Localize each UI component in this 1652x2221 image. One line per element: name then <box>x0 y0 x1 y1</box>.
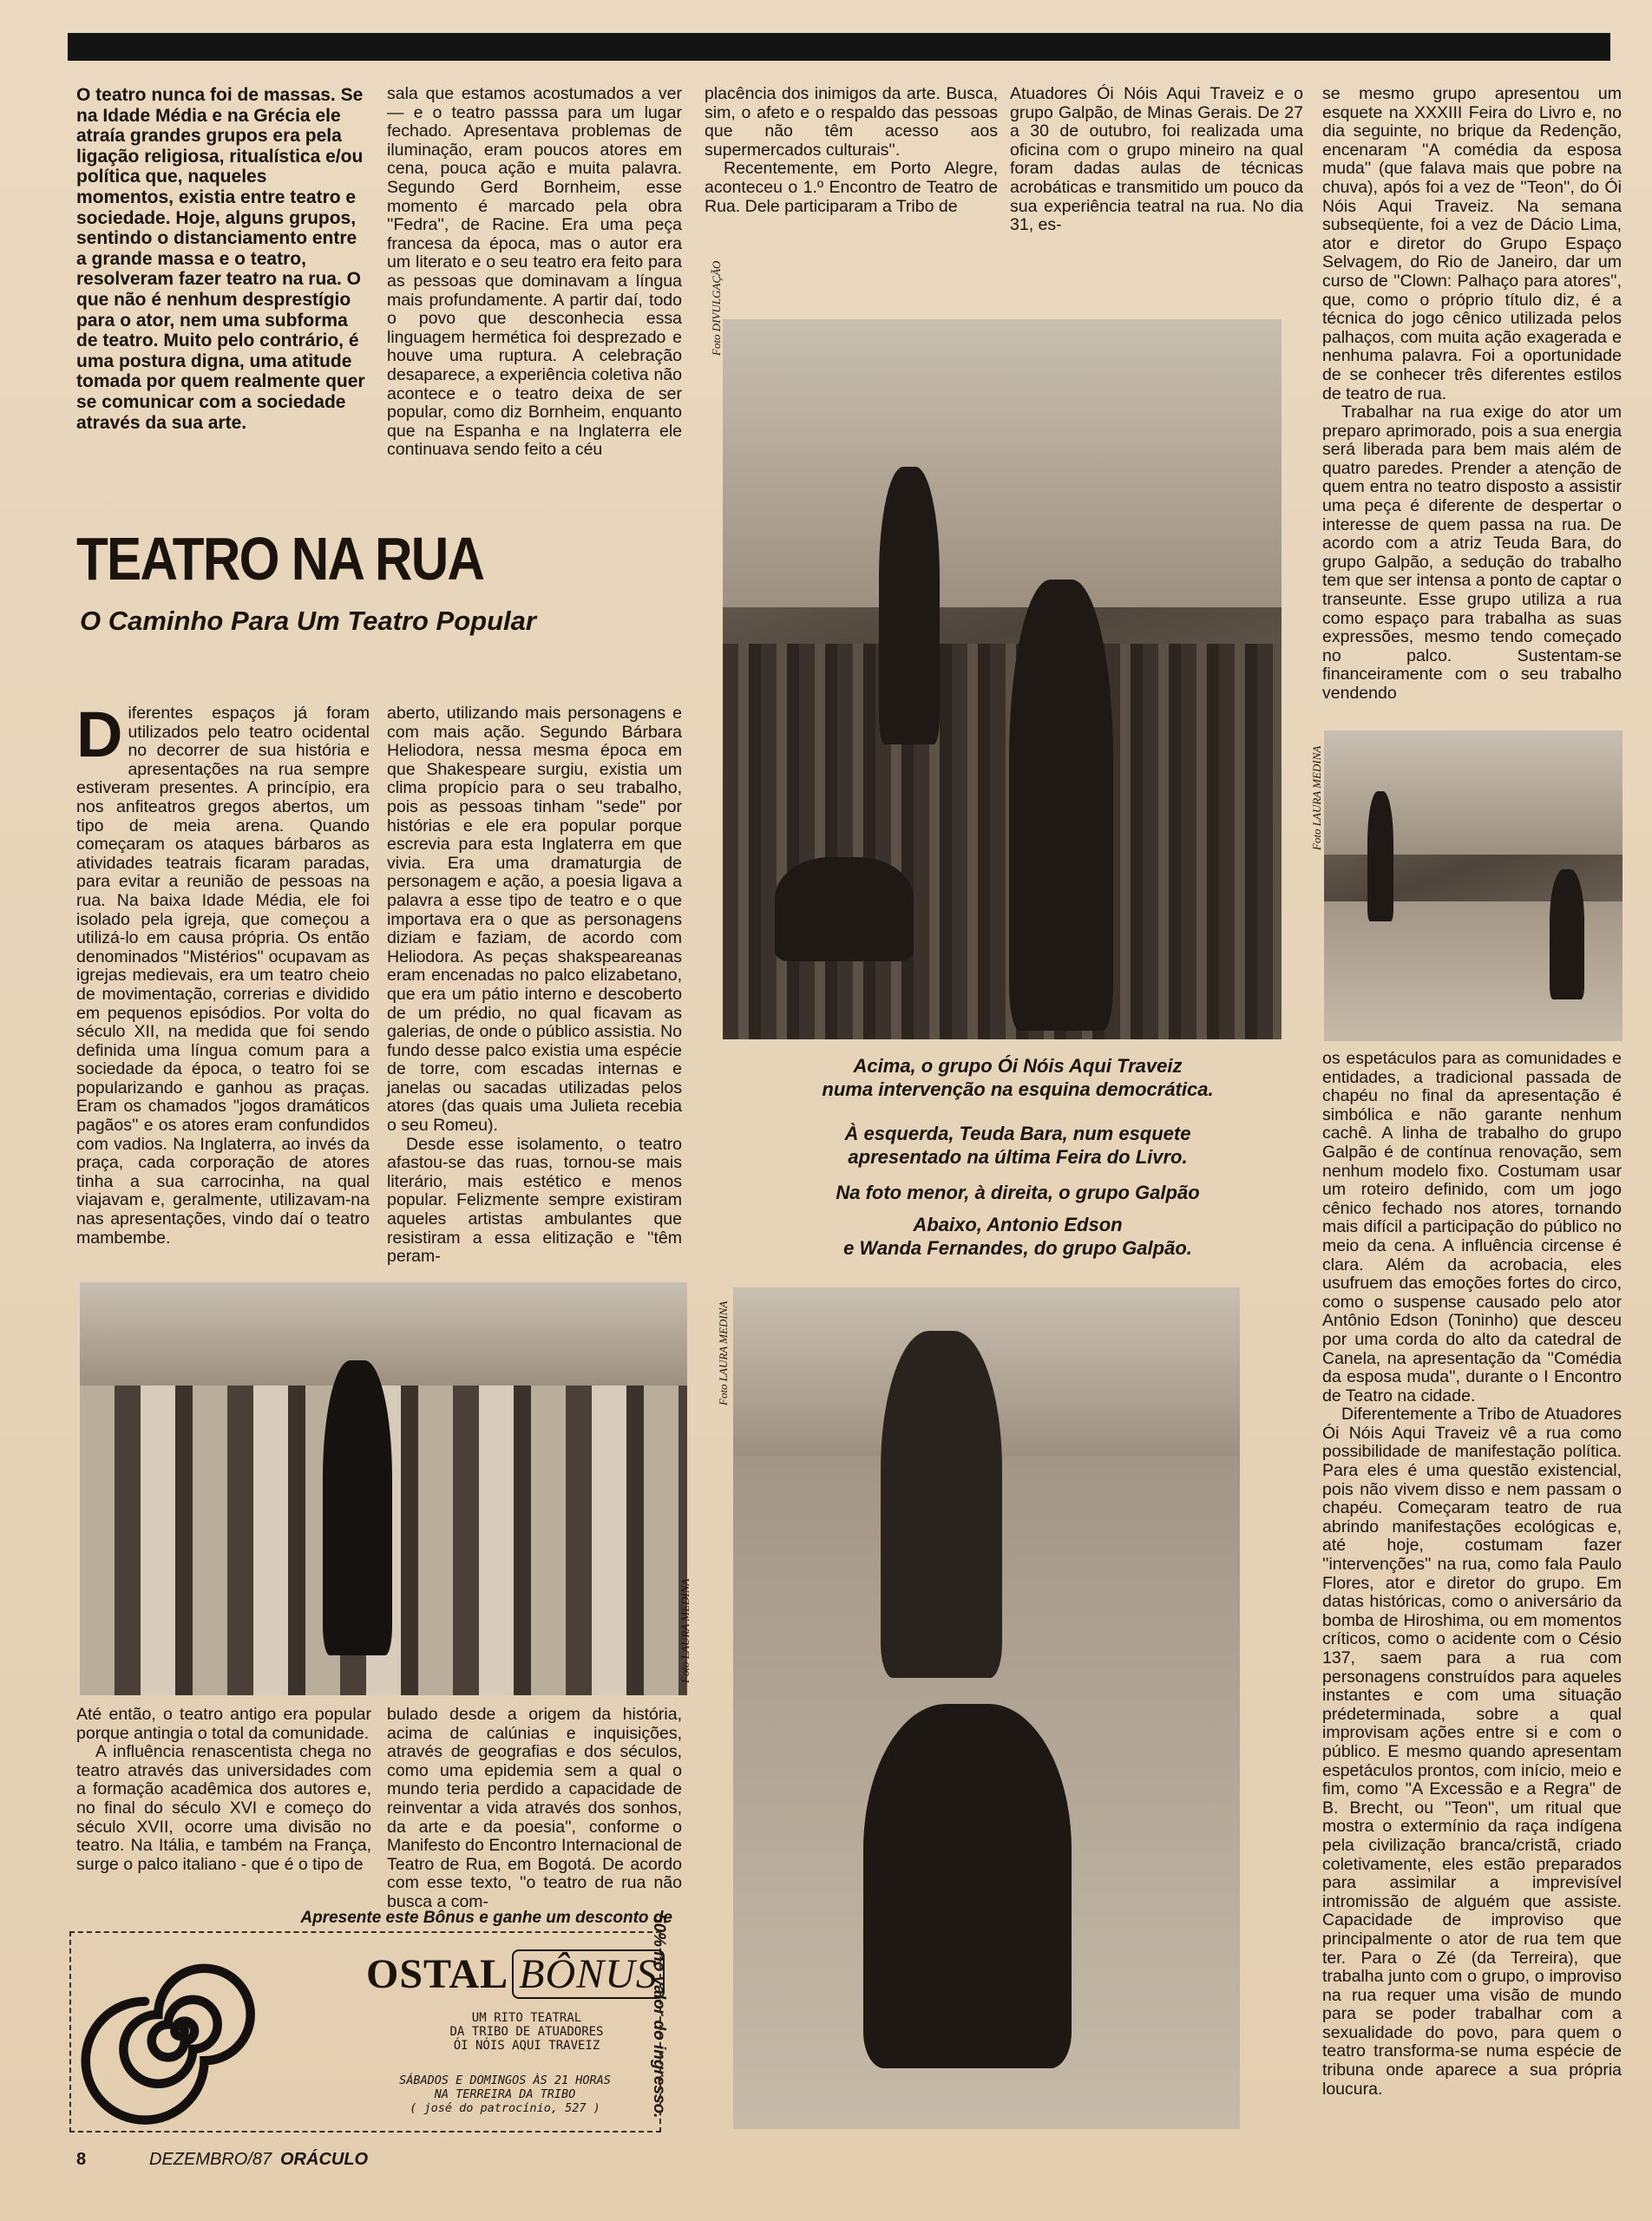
paragraph: Trabalhar na rua exige do ator um preparo aprimorado, pois a sua energia será liberada para bem mais além de quatro paredes. Prender a atenção de quem entra no teatro disposto a assistir uma peça é diferente de despertar o interesse de quem passa na rua. De acordo com a atriz Teuda Bara, do grupo Galpão, a sedução do trabalho tem que ser intensa a ponto de captar o transeunte. Esse grupo utiliza a rua como espaço para trabalha as suas expressões, mesmo tendo começado no palco. Sustentam-se financeiramente com o seu trabalho vendendo <box>1322 403 1622 703</box>
photo-credit: Foto LAURA MEDINA <box>678 1578 692 1683</box>
photo-antonio-edson-wanda-fernandes <box>733 1287 1240 2129</box>
photo-grupo-galpao-small <box>1324 731 1622 1041</box>
column-bottom-2 <box>387 1705 682 1911</box>
column-1 <box>76 698 370 1260</box>
paragraph: Desde esse isolamento, o teatro afastou-se das ruas, tornou-se mais literário, mais estético e menos popular. Felizmente sempre existiram aqueles artistas ambulantes que resistiram a essa elitização e ''têm peram- <box>387 1134 682 1267</box>
intro-blurb: O teatro nunca foi de massas. Se na Idade Média e na Grécia ele atraía grandes grupos era pela ligação religiosa, ritualística e/ou política que, naqueles momentos, existia entre teatro e sociedade. Hoje, alguns grupos, sentindo o distanciamento entre a grande massa e o teatro, resolveram fazer teatro na rua. O que não é nenhum desprestígio para o ator, nem uma subforma de teatro. Muito pelo contrário, é uma postura digna, uma atitude tomada por quem realmente quer se comunicar com a sociedade através da sua arte. <box>76 85 365 433</box>
caption-line: Abaixo, Antonio Edson <box>913 1214 1123 1235</box>
photo-credit: Foto LAURA MEDINA <box>717 1300 730 1405</box>
caption-line: apresentado na última Feira do Livro. <box>848 1146 1188 1168</box>
paragraph: sala que estamos acostumados a ver — e o teatro passsa para um lugar fechado. Apresentava problemas de iluminação, eram poucos atores em cena, pouca ação e muita palavra. Segundo Gerd Bornheim, esse momento é marcado pela obra ''Fedra'', de Racine. Era uma peça francesa da época, mas o autor era um literato e o seu teatro era feito para as pessoas que dominavam a língua mais profundamente. A partir daí, todo o povo que desconhecia essa linguagem hermética foi desprezado e houve uma ruptura. A celebração desaparece, a experiência coletiva não acontece e o teatro deixa de ser popular, como diz Bornheim, enquanto que na Espanha e na Inglaterra ele continuava sendo feito a céu <box>387 84 682 460</box>
paragraph: Recentemente, em Porto Alegre, aconteceu o 1.º Encontro de Teatro de Rua. Dele participaram a Tribo de <box>705 159 998 216</box>
photo-credit: Foto DIVULGAÇÃO <box>710 260 723 356</box>
bonus-title: OSTAL BÔNUS <box>366 1950 665 1998</box>
page-number: 8 <box>76 2150 87 2169</box>
column-2 <box>387 704 682 1267</box>
bonus-headline: Apresente este Bônus e ganhe um desconto de <box>300 1909 672 1927</box>
paragraph: Atuadores Ói Nóis Aqui Traveiz e o grupo Galpão, de Minas Gerais. De 27 a 30 de outubro, foi realizada uma oficina com o grupo mineiro na qual foram dadas aulas de técnicas acrobáticas e transmitido um pouco da sua experiência teatral na rua. No dia 31, es- <box>1010 84 1303 235</box>
column-right-2 <box>1322 1050 1622 2134</box>
subheadline: O Caminho Para Um Teatro Popular <box>80 606 536 636</box>
photo-oi-nois-aqui-traveiz <box>723 319 1282 1039</box>
paragraph: bulado desde a origem da história, acima de calúnias e inquisições, através de geografias e dos séculos, como uma epidemia sem a qual o mundo teria perdido a capacidade de reinventar a vida através dos sonhos, da arte e da poesia'', conforme o Manifesto do Encontro Internacional de Teatro de Rua, em Bogotá. De acordo com esse texto, ''o teatro de rua não busca a com- <box>387 1705 682 1911</box>
paragraph: aberto, utilizando mais personagens e com mais ação. Segundo Bárbara Heliodora, nessa mesma época em que Shakespeare surgiu, existia um clima propício para o seu trabalho, pois as pessoas tinham ''sede'' por histórias e ele era popular porque escrevia para esta Inglaterra em que vivia. Era uma dramaturgia de personagem e ação, a poesia ligava a palavra a esse tipo de teatro e o que importava era o que as personagens diziam e faziam, de acordo com Heliodora. As peças shakspeareanas eram encenadas no palco elizabetano, que era um pátio interno e descoberto de um prédio, no qual ficavam as galerias, de onde o público assistia. No fundo desse palco existia uma espécie de torre, com escadas internas e janelas ou sacadas utilizadas pelos atores (das quais uma Julieta recebia o seu Romeu). <box>387 704 682 1136</box>
paragraph: placência dos inimigos da arte. Busca, sim, o afeto e o respaldo das pessoas que não têm acesso aos supermercados culturais''. <box>705 84 998 160</box>
column-top-3 <box>705 85 998 226</box>
paragraph: os espetáculos para as comunidades e entidades, a tradicional passada de chapéu no final da apresentação é simbólica e não garante nenhum cachê. A linha de trabalho do grupo Galpão é de contínua renovação, sem nenhum modelo fixo. Costumam usar um roteiro definido, com um jogo cênico fechado nos atores, tornando mais difícil a participação do público no meio da cena. A influência circense é clara. Além da acrobacia, eles usufruem das emoções fortes do circo, como o suspense causado pelo ator Antônio Edson (Toninho) que desceu por uma corda do alto da catedral de Canela, na apresentação da ''Comédia da esposa muda'', durante o I Encontro de Teatro na cidade. <box>1322 1049 1622 1405</box>
caption-line: Acima, o grupo Ói Nóis Aqui Traveiz <box>853 1055 1183 1077</box>
headline: TEATRO NA RUA <box>76 525 484 593</box>
paragraph: Diferentemente a Tribo de Atuadores Ói Nóis Aqui Traveiz vê a rua como possibilidade de manifestação política. Para eles é uma questão existencial, pois não vivem disso e nem passam o chapéu. Começaram teatro de rua abrindo manifestações ecológicas e, até hoje, costumam fazer ''intervenções'' na rua, como fala Paulo Flores, ator e diretor do grupo. Em datas históricas, como o aniversário da bomba de Hiroshima, ou em momentos críticos, como o acidente com o Césio 137, saem para a rua com personagens construídos para aqueles instantes e com uma situação prédeterminada, sobre a qual improvisam ações entre si e com o público. E mesmo quando apresentam espetáculos prontos, com início, meio e fim, como ''A Excessão e a Regra'' de B. Brecht, ou ''Teon'', um ritual que mostra o extermínio da raça indígena pela civilização branca/cristã, criado coletivamente, eles estão preparados para assimilar a imprevisível intromissão de alguém que assiste. Capacidade de improviso que principalmente o ator de rua tem que ter. Para o Zé (da Terreira), que trabalha junto com o grupo, o improviso na rua requer uma visão de mundo para se poder trabalhar com a sexualidade do povo, para quem o teatro transforma-se numa espécie de tribuna onde aparece a sua própria loucura. <box>1322 1405 1622 2099</box>
column-top-2 <box>387 85 682 475</box>
paragraph: Até então, o teatro antigo era popular porque antingia o total da comunidade. <box>76 1705 371 1743</box>
column-right-1 <box>1322 85 1622 727</box>
column-top-4 <box>1010 84 1303 235</box>
bonus-coupon[interactable] <box>69 1931 661 2133</box>
caption-line: numa intervenção na esquina democrática. <box>822 1078 1214 1100</box>
paragraph: se mesmo grupo apresentou um esquete na XXXIII Feira do Livro e, no dia seguinte, no brique da Redenção, encenaram ''A comédia da esposa muda'' (que falava mais que pobre na chuva), após foi a vez de ''Teon'', do Ói Nóis Aqui Traveiz. Na semana subseqüente, foi a vez de Dácio Lima, ator e diretor do Grupo Espaço Selvagem, do Rio de Janeiro, dar um curso de ''Clown: Palhaço para atores'', que, como o próprio título diz, é a técnica do jogo cênico utilizada pelos palhaços, com muita ação exagerada e nenhuma palavra. Foi a oportunidade de se conhecer três diferentes estilos de teatro de rua. <box>1322 84 1622 403</box>
caption-line: Na foto menor, à direita, o grupo Galpão <box>836 1182 1200 1203</box>
paragraph: Diferentes espaços já foram utilizados pelo teatro ocidental no decorrer de sua história e apresentações na rua sempre estiveram presentes. A princípio, era nos anfiteatros gregos abertos, um tipo de meia arena. Quando começaram os ataques bárbaros as atividades teatrais ficaram paradas, para evitar a reunião de pessoas na rua. Na baixa Idade Média, ele foi isolado pela igreja, que começou a utilizá-lo em causa própria. Os então denominados ''Mistérios'' ocupavam as igrejas medievais, era um teatro cheio de movimentação, correrias e dividido em pequenos episódios. Por volta do século XII, na medida que foi sendo definida uma língua comum para a sociedade da época, o teatro foi se popularizando e ganhou as praças. Eram os chamados ''jogos dramáticos pagãos'' e os atores eram confundidos com vadios. Na Inglaterra, ao invés da praça, cada corporação de atores tinha a sua carrocinha, na qual viajavam e, geralmente, utilizavam-na nas apresentações, vindo daí o teatro mambembe. <box>76 698 370 1248</box>
spiral-icon <box>97 1949 262 2113</box>
photo-teuda-bara <box>80 1282 687 1695</box>
photo-credit: Foto LAURA MEDINA <box>1310 745 1323 850</box>
bonus-subtitle: UM RITO TEATRAL DA TRIBO DE ATUADORES ÓI NÓIS AQUI TRAVEIZ <box>449 2011 604 2053</box>
footer-publication: ORÁCULO <box>280 2150 369 2169</box>
bonus-schedule: SÁBADOS E DOMINGOS ÀS 21 HORAS NA TERREIRA DA TRIBO ( josé do patrocínio, 527 ) <box>399 2074 611 2115</box>
bonus-discount: 50% no valor do ingresso. <box>650 1914 668 2119</box>
footer-date: DEZEMBRO/87 <box>149 2150 272 2169</box>
caption-line: À esquerda, Teuda Bara, num esquete <box>844 1123 1191 1144</box>
dropcap: D <box>76 698 123 770</box>
paragraph: A influência renascentista chega no teatro através das universidades com a formação acadêmica dos autores e, no final do século XVI e começo do século XVII, ocorre uma divisão no teatro. Na Itália, e também na França, surge o palco italiano - que é o tipo de <box>76 1742 371 1874</box>
caption-line: e Wanda Fernandes, do grupo Galpão. <box>843 1237 1192 1259</box>
top-rule <box>68 33 1610 61</box>
column-bottom-1 <box>76 1706 371 1901</box>
photo-caption <box>744 1054 1291 1260</box>
